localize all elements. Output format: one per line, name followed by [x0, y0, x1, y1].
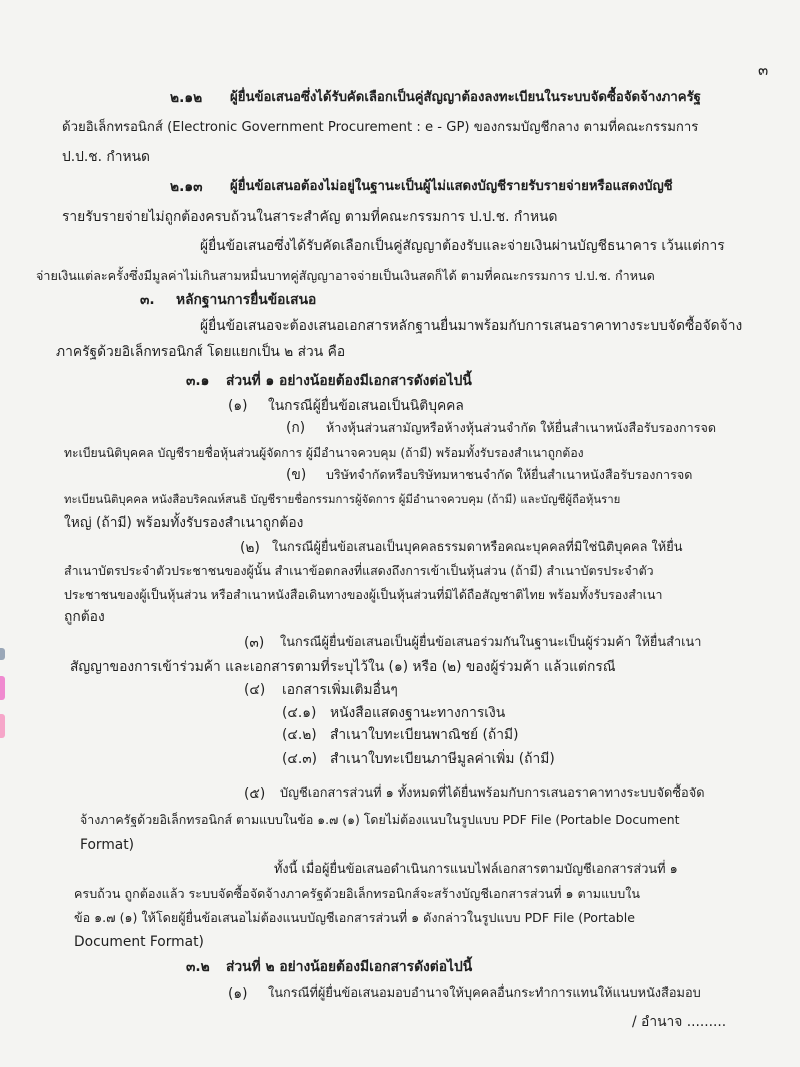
paragraph-line: ผู้ยื่นข้อเสนอจะต้องเสนอเอกสารหลักฐานยื่นมาพร้อมกับการเสนอราคาทางระบบจัดซื้อจัดจ้าง [200, 318, 743, 334]
continuation-note: / อำนาจ ......... [632, 1014, 727, 1030]
clause-number: ๒.๑๓ [170, 179, 203, 195]
edge-mark [0, 714, 5, 738]
paragraph-line: ผู้ยื่นข้อเสนอซึ่งได้รับคัดเลือกเป็นคู่สัญญาต้องรับและจ่ายเงินผ่านบัญชีธนาคาร เว้นแต่การ [200, 238, 725, 254]
paragraph-line: ด้วยอิเล็กทรอนิกส์ (Electronic Government Procurement : e - GP) ของกรมบัญชีกลาง ตามที่คณะกรรมการ [62, 120, 699, 135]
item-text: ในกรณีผู้ยื่นข้อเสนอเป็นนิติบุคคล [268, 398, 464, 414]
item-text: สำเนาใบทะเบียนพาณิชย์ (ถ้ามี) [330, 727, 519, 743]
item-text: บัญชีเอกสารส่วนที่ ๑ ทั้งหมดที่ได้ยื่นพร้อมกับการเสนอราคาทางระบบจัดซื้อจัด [280, 786, 705, 801]
paragraph-line: ครบถ้วน ถูกต้องแล้ว ระบบจัดซื้อจัดจ้างภาครัฐด้วยอิเล็กทรอนิกส์จะสร้างบัญชีเอกสารส่วนที่ ๑ ตามแบบใน [74, 886, 640, 901]
paragraph-line: ทั้งนี้ เมื่อผู้ยื่นข้อเสนอดำเนินการแนบไฟล์เอกสารตามบัญชีเอกสารส่วนที่ ๑ [274, 862, 678, 877]
item-text: เอกสารเพิ่มเติมอื่นๆ [282, 682, 398, 698]
item-number: (ข) [286, 467, 307, 483]
item-number: (๔) [244, 682, 266, 698]
page-number: ๓ [758, 61, 769, 79]
subsection-heading: ส่วนที่ ๒ อย่างน้อยต้องมีเอกสารดังต่อไปนี้ [226, 959, 473, 975]
item-number: (๕) [244, 786, 266, 802]
paragraph-line: ทะเบียนนิติบุคคล หนังสือบริคณห์สนธิ บัญชีรายชื่อกรรมการผู้จัดการ ผู้มีอำนาจควบคุม (ถ้ามี) และบัญชีผู้ถือหุ้นราย [64, 492, 621, 506]
paragraph-line: ผู้ยื่นข้อเสนอซึ่งได้รับคัดเลือกเป็นคู่สัญญาต้องลงทะเบียนในระบบจัดซื้อจัดจ้างภาครัฐ [230, 90, 701, 105]
paragraph-line: Document Format) [74, 934, 204, 950]
item-text: ในกรณีผู้ยื่นข้อเสนอเป็นผู้ยื่นข้อเสนอร่วมกันในฐานะเป็นผู้ร่วมค้า ให้ยื่นสำเนา [280, 635, 702, 650]
paragraph-line: Format) [80, 837, 135, 853]
item-text: บริษัทจำกัดหรือบริษัทมหาชนจำกัด ให้ยื่นสำเนาหนังสือรับรองการจด [326, 467, 693, 482]
paragraph-line: ป.ป.ช. กำหนด [62, 149, 151, 165]
paragraph-line: ภาครัฐด้วยอิเล็กทรอนิกส์ โดยแยกเป็น ๒ ส่วน คือ [56, 344, 346, 360]
item-number: (๒) [240, 540, 260, 556]
item-text: สำเนาใบทะเบียนภาษีมูลค่าเพิ่ม (ถ้ามี) [330, 751, 555, 767]
subsection-number: ๓.๒ [186, 959, 210, 975]
item-number: (๔.๑) [282, 705, 317, 721]
subsection-heading: ส่วนที่ ๑ อย่างน้อยต้องมีเอกสารดังต่อไปนี้ [226, 373, 472, 389]
paragraph-line: ใหญ่ (ถ้ามี) พร้อมทั้งรับรองสำเนาถูกต้อง [64, 515, 304, 531]
item-number: (ก) [286, 420, 306, 436]
paragraph-line: ผู้ยื่นข้อเสนอต้องไม่อยู่ในฐานะเป็นผู้ไม่แสดงบัญชีรายรับรายจ่ายหรือแสดงบัญชี [230, 179, 673, 194]
paragraph-line: รายรับรายจ่ายไม่ถูกต้องครบถ้วนในสาระสำคัญ ตามที่คณะกรรมการ ป.ป.ช. กำหนด [62, 209, 558, 225]
section-heading: หลักฐานการยื่นข้อเสนอ [176, 292, 317, 308]
paragraph-line: ประชาชนของผู้เป็นหุ้นส่วน หรือสำเนาหนังสือเดินทางของผู้เป็นหุ้นส่วนที่มิได้ถือสัญชาติไทย พร้อมทั้งรับรองสำเนา [64, 587, 663, 602]
edge-mark [0, 676, 5, 700]
item-number: (๑) [228, 398, 248, 414]
item-number: (๔.๒) [282, 727, 317, 743]
paragraph-line: ทะเบียนนิติบุคคล บัญชีรายชื่อหุ้นส่วนผู้จัดการ ผู้มีอำนาจควบคุม (ถ้ามี) พร้อมทั้งรับรองสำเนาถูกต้อง [64, 446, 584, 460]
item-text: ในกรณีที่ผู้ยื่นข้อเสนอมอบอำนาจให้บุคคลอื่นกระทำการแทนให้แนบหนังสือมอบ [268, 986, 701, 1001]
item-number: (๑) [228, 986, 248, 1002]
section-number: ๓. [140, 292, 155, 308]
paragraph-line: ข้อ ๑.๗ (๑) ให้โดยผู้ยื่นข้อเสนอไม่ต้องแนบบัญชีเอกสารส่วนที่ ๑ ดังกล่าวในรูปแบบ PDF File (Portable [74, 910, 636, 925]
item-number: (๔.๓) [282, 751, 318, 767]
subsection-number: ๓.๑ [186, 373, 210, 389]
paragraph-line: จ้างภาครัฐด้วยอิเล็กทรอนิกส์ ตามแบบในข้อ ๑.๗ (๑) โดยไม่ต้องแนบในรูปแบบ PDF File (Portable Document [80, 812, 680, 827]
item-text: ในกรณีผู้ยื่นข้อเสนอเป็นบุคคลธรรมดาหรือคณะบุคคลที่มิใช่นิติบุคคล ให้ยื่น [272, 540, 683, 555]
paragraph-line: ถูกต้อง [64, 609, 105, 625]
paragraph-line: สัญญาของการเข้าร่วมค้า และเอกสารตามที่ระบุไว้ใน (๑) หรือ (๒) ของผู้ร่วมค้า แล้วแต่กรณี [70, 659, 616, 675]
paragraph-line: สำเนาบัตรประจำตัวประชาชนของผู้นั้น สำเนาข้อตกลงที่แสดงถึงการเข้าเป็นหุ้นส่วน (ถ้ามี) สำเนาบัตรประจำตัว [64, 563, 654, 578]
paragraph-line: จ่ายเงินแต่ละครั้งซึ่งมีมูลค่าไม่เกินสามหมื่นบาทคู่สัญญาอาจจ่ายเป็นเงินสดก็ได้ ตามที่คณะกรรมการ ป.ป.ช. กำหนด [36, 268, 655, 283]
item-text: หนังสือแสดงฐานะทางการเงิน [330, 705, 506, 721]
edge-mark [0, 648, 5, 660]
item-text: ห้างหุ้นส่วนสามัญหรือห้างหุ้นส่วนจำกัด ให้ยื่นสำเนาหนังสือรับรองการจด [326, 420, 717, 435]
clause-number: ๒.๑๒ [170, 90, 203, 106]
item-number: (๓) [244, 635, 265, 651]
